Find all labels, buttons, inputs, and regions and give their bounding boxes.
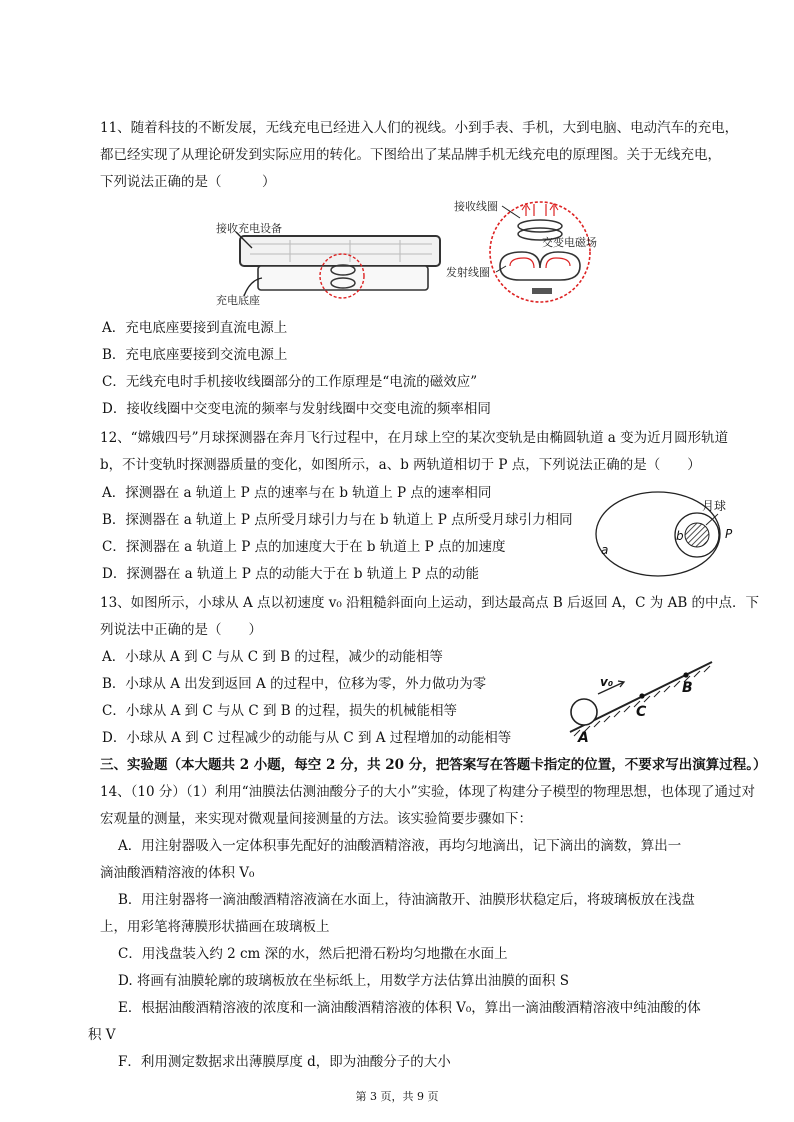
q13-incline-figure xyxy=(560,652,720,744)
q12-option-a: A．探测器在 a 轨道上 P 点的速率与在 b 轨道上 P 点的速率相同 xyxy=(102,485,492,501)
q12-option-d: D．探测器在 a 轨道上 P 点的动能大于在 b 轨道上 P 点的动能 xyxy=(102,566,480,582)
q11-option-a: A．充电底座要接到直流电源上 xyxy=(102,320,288,336)
q13-stem-line1: 13、如图所示，小球从 A 点以初速度 v₀ 沿粗糙斜面向上运动，到达最高点 B 后返回 A，C 为 AB 的中点．下 xyxy=(100,595,760,611)
section3-heading: 三、实验题（本大题共 2 小题，每空 2 分，共 20 分，把答案写在答题卡指定的位置，不要求写出演算过程。） xyxy=(100,757,767,773)
label-p: P xyxy=(725,527,733,541)
q14-step-b-line2: 上，用彩笔将薄膜形状描画在玻璃板上 xyxy=(100,919,330,935)
q14-step-e-line1: E．根据油酸酒精溶液的浓度和一滴油酸酒精溶液的体积 V₀，算出一滴油酸酒精溶液中纯油酸的体 xyxy=(118,1000,701,1016)
q11-option-b: B．充电底座要接到交流电源上 xyxy=(102,347,288,363)
q14-step-a-line1: A．用注射器吸入一定体积事先配好的油酸酒精溶液，再均匀地滴出，记下滴出的滴数，算出一 xyxy=(118,838,682,854)
q13-option-d: D．小球从 A 到 C 过程减少的动能与从 C 到 A 过程增加的动能相等 xyxy=(102,730,512,746)
recv-coil-label: 接收线圈 xyxy=(454,200,498,213)
q12-orbit-figure xyxy=(590,488,750,580)
q14-step-c: C．用浅盘装入约 2 cm 深的水，然后把滑石粉均匀地撒在水面上 xyxy=(118,946,508,962)
q12-stem-line1: 12、“嫦娥四号”月球探测器在奔月飞行过程中，在月球上空的某次变轨是由椭圆轨道 a 变为近月圆形轨道 xyxy=(100,430,729,446)
q13-option-a: A．小球从 A 到 C 与从 C 到 B 的过程，减少的动能相等 xyxy=(102,649,443,665)
q14-step-e-line2: 积 V xyxy=(88,1027,116,1043)
q12-option-b: B．探测器在 a 轨道上 P 点所受月球引力与在 b 轨道上 P 点所受月球引力相同 xyxy=(102,512,573,528)
coil-zoom-circle xyxy=(490,202,590,302)
q12-stem-line2: b，不计变轨时探测器质量的变化，如图所示，a、b 两轨道相切于 P 点，下列说法正确的是（ ） xyxy=(100,457,701,473)
label-v0: v₀ xyxy=(600,675,614,689)
q11-option-c: C．无线充电时手机接收线圈部分的工作原理是“电流的磁效应” xyxy=(102,374,478,390)
q12-option-c: C．探测器在 a 轨道上 P 点的加速度大于在 b 轨道上 P 点的加速度 xyxy=(102,539,506,555)
q14-stem-line1: 14、（10 分）（1）利用“油膜法估测油酸分子的大小”实验，体现了构建分子模型的物理思想，也体现了通过对 xyxy=(100,784,756,800)
emit-coil-label: 发射线圈 xyxy=(446,266,490,279)
label-b: B xyxy=(682,680,693,696)
q11-wireless-charging-figure xyxy=(210,196,650,310)
moon xyxy=(685,523,709,547)
q11-stem-line1: 11、随着科技的不断发展，无线充电已经进入人们的视线。小到手表、手机，大到电脑、电动汽车的充电， xyxy=(100,120,739,136)
device-label: 接收充电设备 xyxy=(216,222,282,235)
field-label: 交变电磁场 xyxy=(542,236,597,249)
point-c xyxy=(639,693,644,698)
base-label: 充电底座 xyxy=(216,294,260,307)
moon-label: 月球 xyxy=(702,499,727,513)
page-footer: 第 3 页，共 9 页 xyxy=(355,1090,439,1103)
q11-stem-line3: 下列说法正确的是（ ） xyxy=(100,174,276,190)
ball xyxy=(571,699,597,725)
phone-device xyxy=(240,236,440,266)
label-c: C xyxy=(636,704,647,720)
q14-step-b-line1: B．用注射器将一滴油酸酒精溶液滴在水面上，待油滴散开、油膜形状稳定后，将玻璃板放在浅盘 xyxy=(118,892,695,908)
q13-stem-line2: 列说法中正确的是（ ） xyxy=(100,622,262,638)
q14-step-f: F．利用测定数据求出薄膜厚度 d，即为油酸分子的大小 xyxy=(118,1054,451,1070)
q14-step-d: D. 将画有油膜轮廓的玻璃板放在坐标纸上，用数学方法估算出油膜的面积 S xyxy=(118,973,569,989)
label-b: b xyxy=(676,529,684,543)
q13-option-c: C．小球从 A 到 C 与从 C 到 B 的过程，损失的机械能相等 xyxy=(102,703,457,719)
label-a: A xyxy=(578,730,589,744)
label-a: a xyxy=(601,543,609,557)
q14-stem-line2: 宏观量的测量，来实现对微观量间接测量的方法。该实验简要步骤如下： xyxy=(100,811,532,827)
q14-step-a-line2: 滴油酸酒精溶液的体积 V₀ xyxy=(100,865,255,881)
point-b xyxy=(683,672,688,677)
q11-option-d: D．接收线圈中交变电流的频率与发射线圈中交变电流的频率相同 xyxy=(102,401,491,417)
q13-option-b: B．小球从 A 出发到返回 A 的过程中，位移为零，外力做功为零 xyxy=(102,676,487,692)
q11-stem-line2: 都已经实现了从理论研发到实际应用的转化。下图给出了某品牌手机无线充电的原理图。关于无线充电， xyxy=(100,147,721,163)
